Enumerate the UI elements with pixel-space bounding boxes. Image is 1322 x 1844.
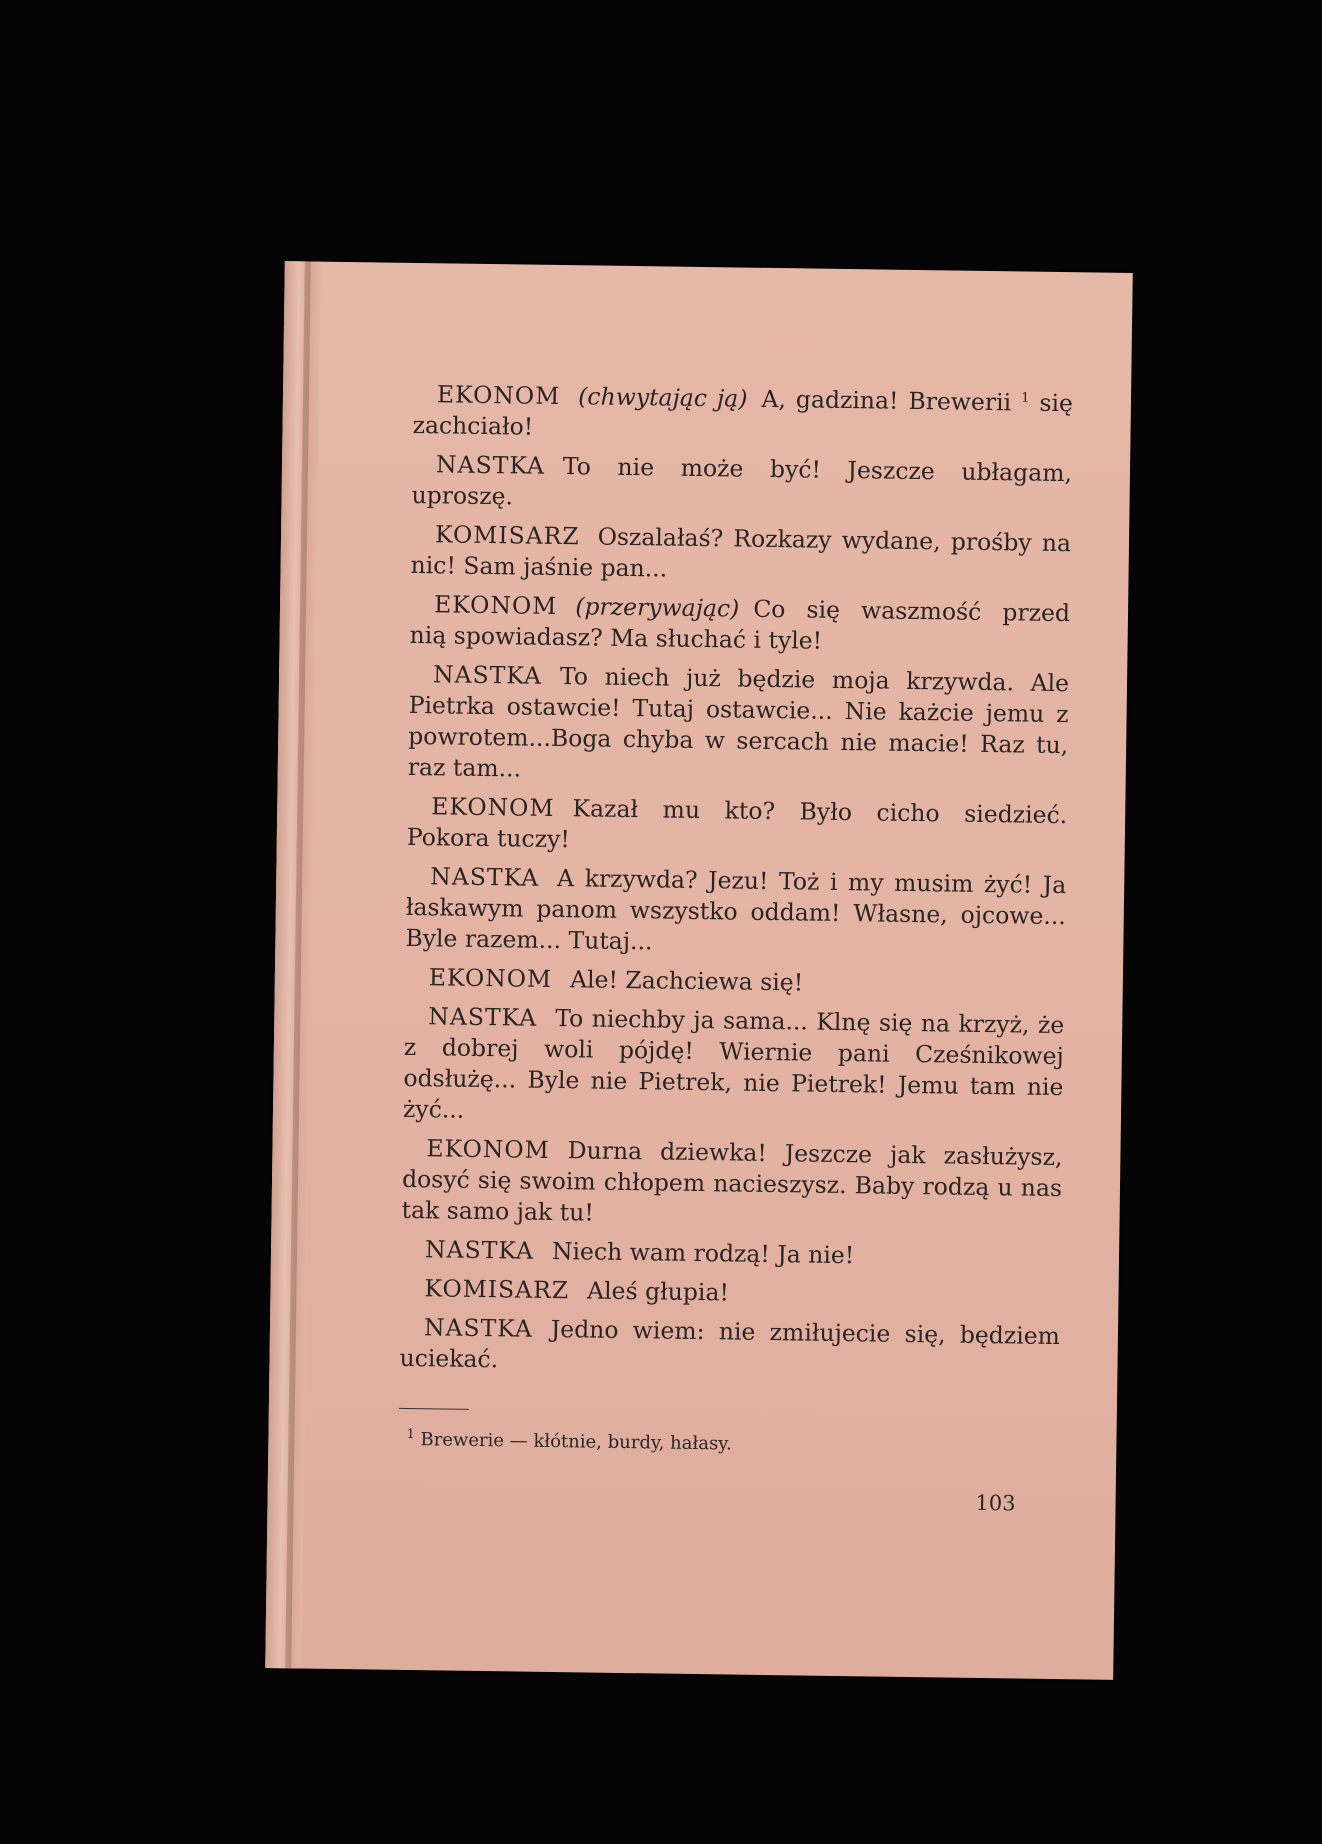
speech-text: Co się waszmość przed nią spowiadasz? Ma słuchać i tyle! <box>409 594 1071 655</box>
speaker-name: NASTKA <box>423 1313 534 1343</box>
speech-text: Kazał mu kto? Było cicho siedzieć. Pokora tuczy! <box>406 794 1068 854</box>
footnote <box>398 1427 1058 1462</box>
page-binding-edge <box>265 261 321 1668</box>
speech-text: To niech już będzie moja krzywda. Ale Pietrka ostawcie! Tutaj ostawcie... Nie każcie jemu z powrotem...Boga chyba w sercach nie macie! Raz tu, raz tam... <box>407 662 1070 783</box>
speaker-name: NASTKA <box>435 450 546 480</box>
stage-direction: (chwytając ją) <box>578 382 748 413</box>
speech-text: A krzywda? Jezu! Toż i my musim żyć! Ja łaskawym panom wszystko oddam! Własne, ojcowe... Byle razem... Tutaj... <box>405 864 1067 956</box>
speech-text: Aleś głupia! <box>586 1276 730 1307</box>
speaker-name: KOMISARZ <box>434 520 580 551</box>
book-page <box>265 261 1133 1680</box>
speech-text: To niechby ja sama... Klnę się na krzyż, że z dobrej woli pójdę! Wiernie pani Cześnikowej odsłużę... Byle nie Pietrek, nie Pietrek! Jemu tam nie żyć... <box>402 1003 1065 1124</box>
page-text <box>398 379 1073 1480</box>
speaker-name: NASTKA <box>432 660 543 690</box>
footnote-divider <box>399 1408 469 1410</box>
footnote-text: Brewerie — kłótnie, burdy, hałasy. <box>420 1429 732 1455</box>
page-number: 103 <box>975 1490 1016 1516</box>
speech-text: A, gadzina! Brewerii <box>761 384 1012 417</box>
stage-direction: (przerywając) <box>575 592 740 623</box>
speech-text: Ale! Zachciewa się! <box>569 965 804 997</box>
speaker-name: NASTKA <box>424 1235 535 1265</box>
speech-2 <box>411 449 1072 520</box>
speaker-name: EKONOM <box>433 590 558 620</box>
footnote-mark: 1 <box>406 1426 415 1443</box>
speech-9 <box>403 1001 1065 1134</box>
speech-7 <box>405 861 1066 963</box>
speech-text: Oszalałaś? Rozkazy wydane, prośby na nic! Sam jaśnie pan... <box>410 522 1072 583</box>
speaker-name: EKONOM <box>428 963 553 993</box>
speaker-name: NASTKA <box>430 862 540 892</box>
speech-12 <box>400 1273 1060 1313</box>
speaker-name: EKONOM <box>426 1134 550 1164</box>
speech-13 <box>399 1312 1060 1383</box>
speech-1 <box>412 379 1073 450</box>
speech-text-continued: się zachciało! <box>412 388 1074 441</box>
speech-8 <box>405 962 1065 1002</box>
footnote-ref: 1 <box>1021 390 1030 406</box>
speech-text: To nie może być! Jeszcze ubłagam, uproszę. <box>411 452 1073 511</box>
speech-4 <box>409 589 1070 660</box>
speech-text: Jedno wiem: nie zmiłujecie się, będziem uciekać. <box>399 1314 1061 1374</box>
speech-10 <box>401 1133 1062 1235</box>
speech-5 <box>408 659 1070 792</box>
speech-text: Durna dziewka! Jeszcze jak zasłużysz, dosyć się swoim chłopem nacieszysz. Baby rodzą u nas tak samo jak tu! <box>401 1136 1063 1227</box>
speech-3 <box>410 519 1071 590</box>
speaker-name: EKONOM <box>436 380 561 411</box>
speech-text: Niech wam rodzą! Ja nie! <box>551 1236 855 1270</box>
speaker-name: EKONOM <box>431 792 555 822</box>
speaker-name: KOMISARZ <box>424 1274 570 1305</box>
speaker-name: NASTKA <box>428 1002 538 1032</box>
speech-6 <box>407 791 1068 862</box>
speech-11 <box>401 1234 1061 1274</box>
